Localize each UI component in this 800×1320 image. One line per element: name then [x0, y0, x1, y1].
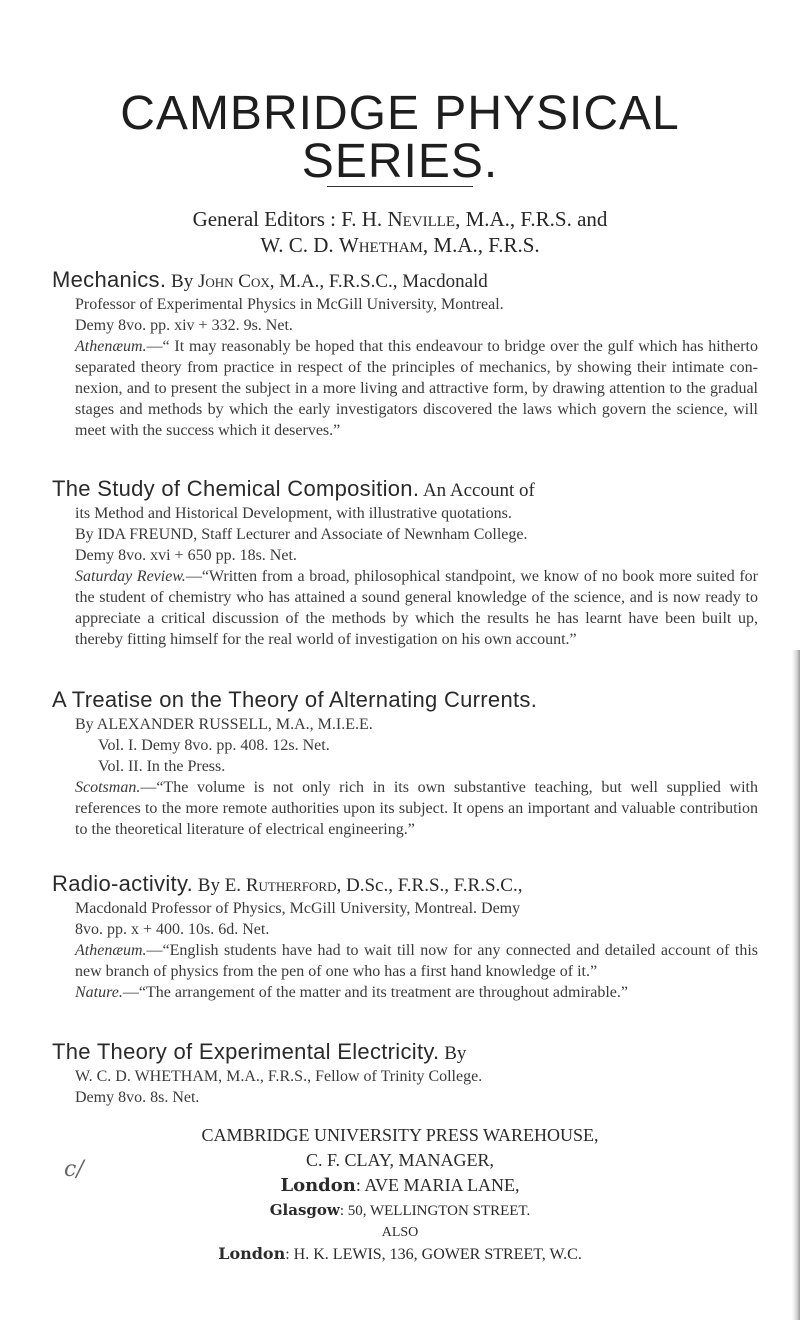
- book-details: By IDA FREUND, Staff Lecturer and Associate of Newnham College.: [75, 526, 528, 543]
- book-details: By ALEXANDER RUSSELL, M.A., M.I.E.E.: [75, 716, 373, 733]
- book-entry-chemical-composition: [52, 477, 758, 650]
- book-heading: Mechanics. By John Cox, M.A., F.R.S.C., Macdonald: [52, 267, 488, 292]
- london-address: London: AVE MARIA LANE,: [280, 1175, 520, 1196]
- book-details: W. C. D. WHETHAM, M.A., F.R.S., Fellow of Trinity College.: [75, 1068, 483, 1085]
- page-edge-shadow: [792, 650, 800, 1320]
- editors-line-1: General Editors : F. H. Neville, M.A., F.R.S. and: [192, 207, 608, 231]
- book-heading: The Theory of Experimental Electricity. By: [52, 1039, 467, 1064]
- book-heading: The Study of Chemical Composition. An Account of: [52, 476, 535, 501]
- editors-line-2: W. C. D. Whetham, M.A., F.R.S.: [260, 233, 540, 257]
- book-entry-experimental-electricity: [52, 1040, 758, 1108]
- book-details: Demy 8vo. 8s. Net.: [75, 1089, 200, 1106]
- glasgow-address: Glasgow: 50, WELLINGTON STREET.: [269, 1201, 531, 1219]
- review-quote: Saturday Review.—“Written from a broad, philosophical standpoint, we know of no book more suited for the student of chemistry who has attained a sound general knowledge of the science, and is now ready to appreciate a critical discussion of the methods by which the results he has learnt have been built up, thereby fitting himself for the real world of investigation on his own account.”: [75, 568, 759, 648]
- book-details: Vol. I. Demy 8vo. pp. 408. 12s. Net.: [98, 737, 330, 754]
- publisher-line: CAMBRIDGE UNIVERSITY PRESS WAREHOUSE,: [201, 1125, 599, 1145]
- review-quote: Athenæum.—“English students have had to wait till now for any connected and detailed account of this new branch of physics from the pen of one who has a first hand knowledge of it.”: [75, 942, 758, 980]
- manager-line: C. F. CLAY, MANAGER,: [305, 1150, 495, 1170]
- series-title-line-2: SERIES.: [301, 135, 499, 188]
- review-quote: Scotsman.—“The volume is not only rich in its own substantive teaching, but well supplied with references to the more remote authorities upon its subject. It opens an important and valuable contribution to the theoretical literature of electrical engineering.”: [75, 779, 758, 838]
- lewis-address: London: H. K. LEWIS, 136, GOWER STREET, W.C.: [218, 1244, 582, 1263]
- book-details: Demy 8vo. pp. xiv + 332. 9s. Net.: [75, 317, 293, 334]
- book-entry-mechanics: [52, 268, 758, 441]
- title-divider: [327, 186, 473, 187]
- book-details: Macdonald Professor of Physics, McGill University, Montreal. Demy: [75, 900, 521, 917]
- book-heading: A Treatise on the Theory of Alternating Currents.: [52, 687, 538, 712]
- book-details: its Method and Historical Development, with illustrative quotations.: [75, 505, 512, 522]
- book-details: Professor of Experimental Physics in McGill University, Montreal.: [75, 296, 504, 313]
- handwritten-margin-mark: c/: [64, 1157, 84, 1182]
- review-quote: Nature.—“The arrangement of the matter and its treatment are throughout admirable.”: [75, 984, 628, 1001]
- book-heading: Radio-activity. By E. Rutherford, D.Sc., F.R.S., F.R.S.C.,: [52, 871, 523, 896]
- series-title-line-1: CAMBRIDGE PHYSICAL: [120, 87, 680, 140]
- book-details: 8vo. pp. x + 400. 10s. 6d. Net.: [75, 921, 270, 938]
- also-label: ALSO: [381, 1225, 419, 1240]
- book-details: Vol. II. In the Press.: [98, 758, 226, 775]
- book-entry-radio-activity: [52, 872, 758, 1003]
- book-details: Demy 8vo. xvi + 650 pp. 18s. Net.: [75, 547, 297, 564]
- review-quote: Athenæum.—“ It may reasonably be hoped that this endeavour to bridge over the gulf which has hitherto separated theory from practice in respect of the principles of mechanics, by showing their intimate con-nexion, and to present the subject in a more living and attractive form, by drawing attention to the gradual stages and methods by which the early investigators discovered the laws which govern the science, will meet with the success which it deserves.”: [75, 338, 758, 439]
- book-entry-alternating-currents: [52, 688, 758, 840]
